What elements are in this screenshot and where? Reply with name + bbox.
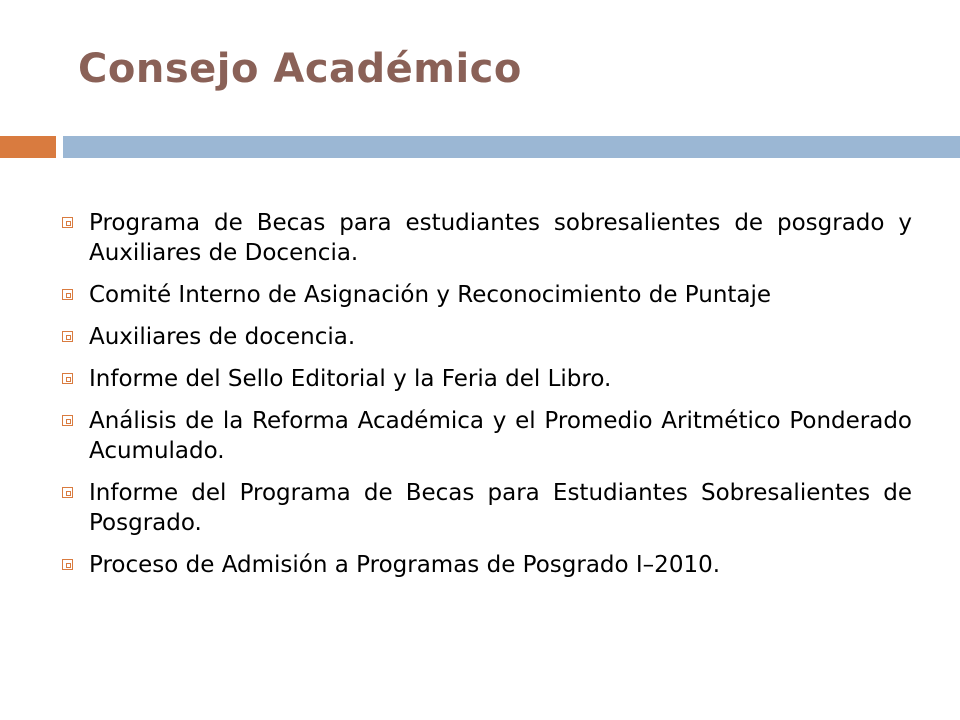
bullet-item <box>60 478 912 538</box>
bullet-item <box>60 280 912 310</box>
slide-title: Consejo Académico <box>78 46 522 92</box>
square-bullet-icon <box>62 487 73 498</box>
square-bullet-icon <box>62 373 73 384</box>
bullet-item <box>60 406 912 466</box>
bullet-text: Auxiliares de docencia. <box>89 324 356 350</box>
accent-band-blue <box>63 136 960 158</box>
square-bullet-icon <box>62 559 73 570</box>
bullet-text: Análisis de la Reforma Académica y el Promedio Aritmético Ponderado Acumulado. <box>89 408 912 464</box>
accent-band-orange <box>0 136 56 158</box>
bullet-list <box>60 208 912 592</box>
bullet-item <box>60 208 912 268</box>
bullet-text: Informe del Sello Editorial y la Feria del Libro. <box>89 366 612 392</box>
square-bullet-icon <box>62 289 73 300</box>
square-bullet-icon <box>62 415 73 426</box>
bullet-item <box>60 364 912 394</box>
square-bullet-icon <box>62 217 73 228</box>
bullet-text: Informe del Programa de Becas para Estudiantes Sobresalientes de Posgrado. <box>89 480 912 536</box>
bullet-text: Programa de Becas para estudiantes sobresalientes de posgrado y Auxiliares de Docencia. <box>89 210 912 266</box>
square-bullet-icon <box>62 331 73 342</box>
bullet-text: Proceso de Admisión a Programas de Posgrado I–2010. <box>89 552 721 578</box>
bullet-item <box>60 322 912 352</box>
bullet-text: Comité Interno de Asignación y Reconocimiento de Puntaje <box>89 282 772 308</box>
bullet-item <box>60 550 912 580</box>
